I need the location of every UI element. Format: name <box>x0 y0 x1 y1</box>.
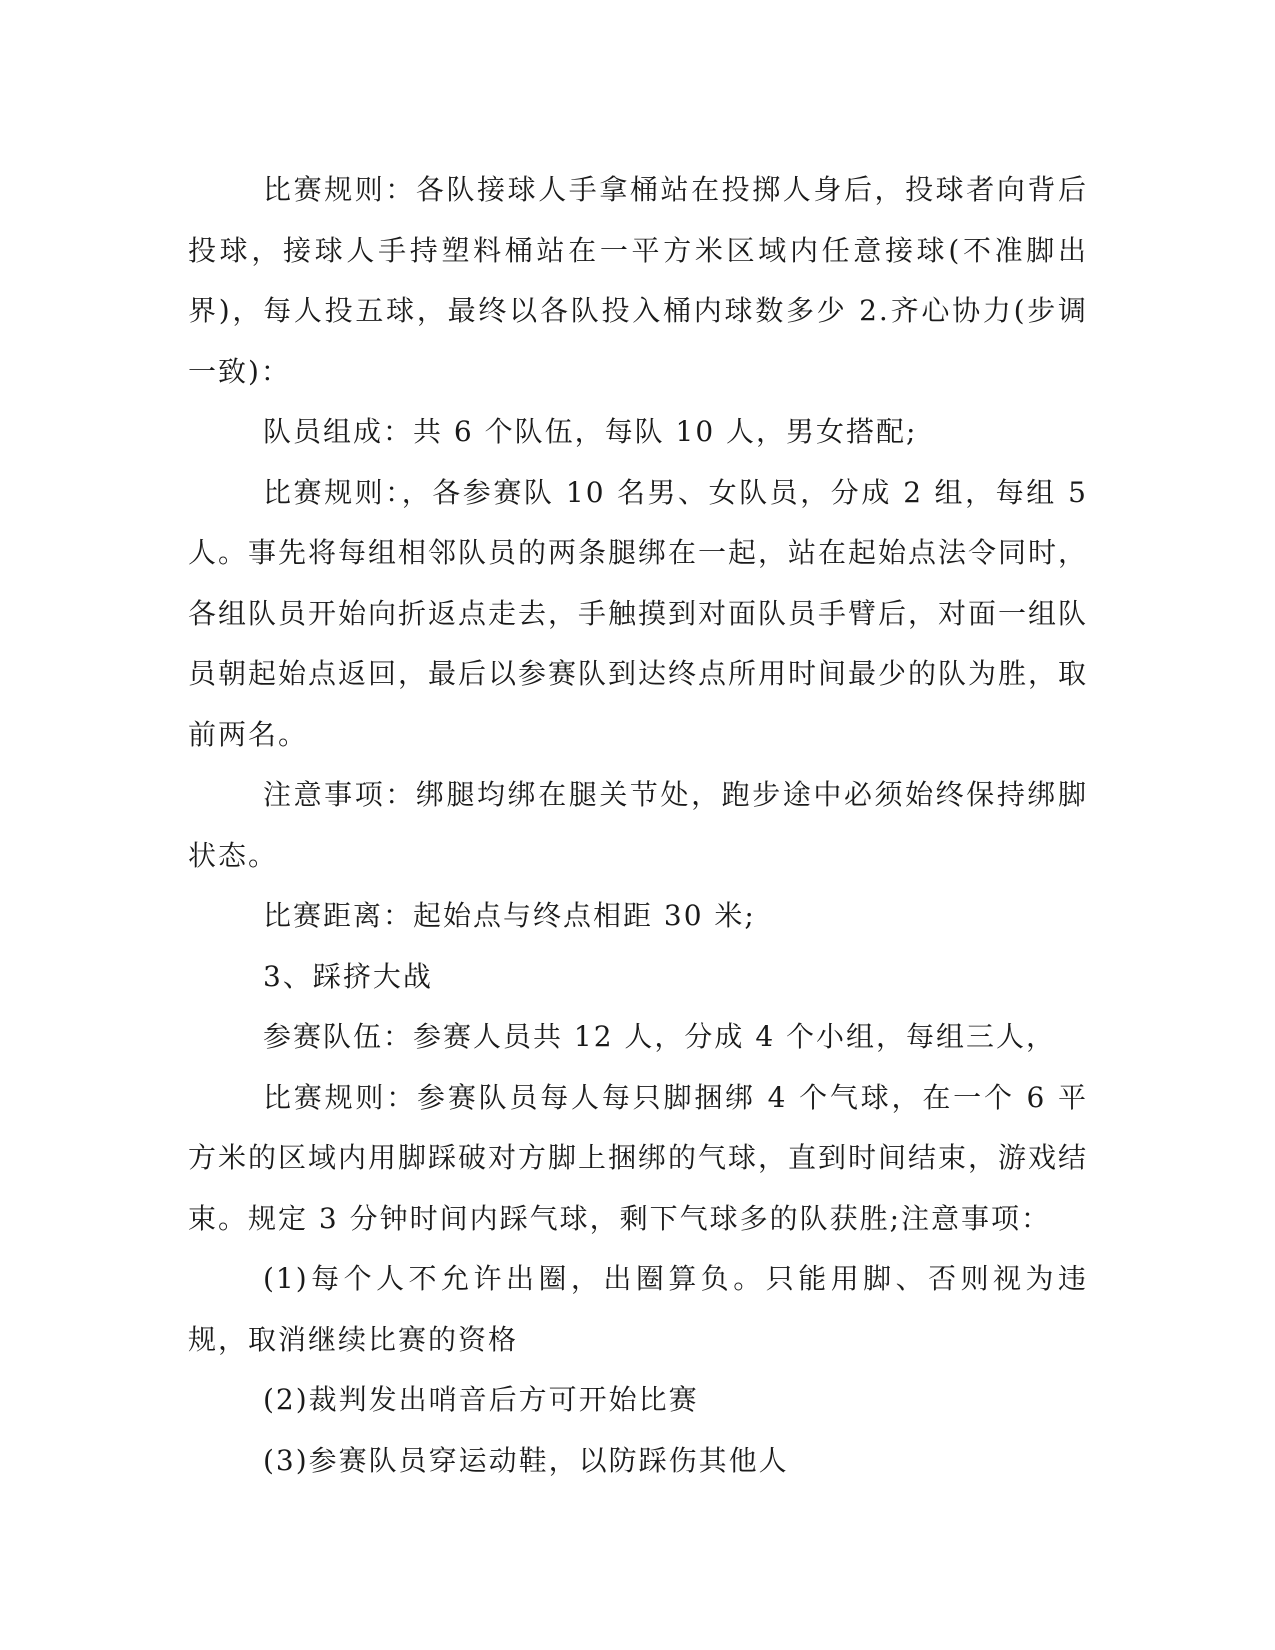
paragraph-notes-leg-binding: 注意事项：绑腿均绑在腿关节处，跑步途中必须始终保持绑脚状态。 <box>188 778 1088 872</box>
paragraph-rules-three-legged: 比赛规则：，各参赛队 10 名男、女队员，分成 2 组，每组 5 人。事先将每组相邻队员的两条腿绑在一起，站在起始点法令同时，各组队员开始向折返点走去，手触摸到对面队员手臂后，对面一组队员朝起始点返回，最后以参赛队到达终点所用时间最少的队为胜，取前两名。 <box>188 475 1089 751</box>
list-item-note-1: (1)每个人不允许出圈，出圈算负。只能用脚、否则视为违规，取消继续比赛的资格 <box>188 1262 1088 1356</box>
paragraph-rules-balloon: 比赛规则：参赛队员每人每只脚捆绑 4 个气球，在一个 6 平方米的区域内用脚踩破对方脚上捆绑的气球，直到时间结束，游戏结束。规定 3 分钟时间内踩气球，剩下气球多的队获胜;注意事项： <box>188 1080 1089 1235</box>
paragraph-teams-balloon: 参赛队伍：参赛人员共 12 人，分成 4 个小组，每组三人， <box>263 1020 1057 1053</box>
list-item-note-3: (3)参赛队员穿运动鞋，以防踩伤其他人 <box>263 1443 789 1477</box>
section-heading-balloon-stomp: 3、踩挤大战 <box>263 959 433 993</box>
document-body <box>188 160 1088 1491</box>
paragraph-rules-throw: 比赛规则：各队接球人手拿桶站在投掷人身后，投球者向背后投球，接球人手持塑料桶站在一平方米区域内任意接球(不准脚出界)，每人投五球，最终以各队投入桶内球数多少 2.齐心协力(步调一致)： <box>188 173 1088 388</box>
paragraph-race-distance: 比赛距离：起始点与终点相距 30 米; <box>263 899 756 932</box>
paragraph-team-composition: 队员组成：共 6 个队伍，每队 10 人，男女搭配; <box>263 415 918 448</box>
list-item-note-2: (2)裁判发出哨音后方可开始比赛 <box>263 1383 699 1416</box>
